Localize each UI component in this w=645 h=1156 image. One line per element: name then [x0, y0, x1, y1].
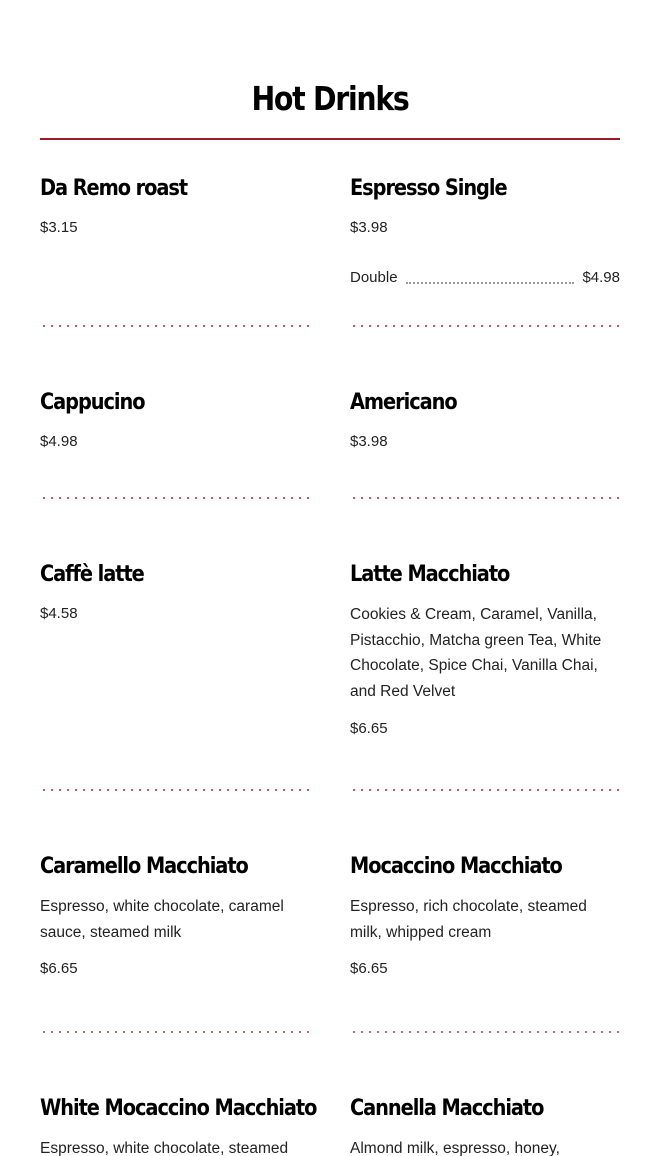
item-price: $3.98 [350, 219, 388, 236]
item-description: Cookies & Cream, Caramel, Vanilla, Pistacchio, Matcha green Tea, White Chocolate, Spice Chai, Vanilla Chai, and Red Velvet [350, 606, 602, 701]
item-price: $3.15 [40, 219, 78, 236]
menu-item-mocaccino-macchiato [350, 852, 620, 979]
item-price: $6.65 [350, 960, 388, 978]
item-description: Espresso, white chocolate, caramel sauce, steamed milk [40, 898, 284, 941]
item-price: $3.98 [350, 433, 388, 450]
item-divider [40, 1031, 310, 1033]
menu-item-espresso-single [350, 174, 620, 238]
item-name: White Mocaccino Macchiato [40, 1096, 317, 1121]
item-divider [40, 789, 310, 791]
item-price: $4.98 [40, 433, 78, 450]
item-name: Cappucino [40, 390, 145, 415]
item-price: $6.65 [40, 960, 78, 978]
variant-price: $4.98 [582, 269, 620, 286]
item-divider [40, 325, 310, 327]
item-divider [350, 789, 620, 791]
menu-item-white-mocaccino-macchiato [40, 1094, 317, 1156]
menu-item-caramello-macchiato [40, 852, 310, 979]
variant-label: Double [350, 269, 398, 286]
page-title: Hot Drinks [251, 79, 409, 118]
item-name: Caffè latte [40, 562, 144, 587]
item-description: Almond milk, espresso, honey, [350, 1140, 560, 1156]
item-name: Espresso Single [350, 176, 507, 201]
item-divider [350, 1031, 620, 1033]
menu-item-cappucino [40, 388, 310, 452]
item-name: Americano [350, 390, 457, 415]
item-price: $4.58 [40, 605, 78, 622]
item-variant-double [350, 268, 620, 288]
menu-item-da-remo-roast [40, 174, 310, 238]
title-divider [40, 138, 620, 140]
leader-dots [406, 282, 575, 284]
menu-item-caffe-latte [40, 560, 310, 624]
menu-item-latte-macchiato [350, 560, 620, 739]
item-description: Espresso, white chocolate, steamed [40, 1140, 289, 1156]
menu-item-americano [350, 388, 620, 452]
item-name: Latte Macchiato [350, 562, 510, 587]
item-name: Cannella Macchiato [350, 1096, 544, 1121]
item-description: Espresso, rich chocolate, steamed milk, whipped cream [350, 898, 587, 941]
item-divider [40, 497, 310, 499]
item-price: $6.65 [350, 719, 388, 737]
item-name: Da Remo roast [40, 176, 188, 201]
item-divider [350, 325, 620, 327]
item-name: Caramello Macchiato [40, 854, 248, 879]
item-name: Mocaccino Macchiato [350, 854, 562, 879]
menu-item-cannella-macchiato [350, 1094, 620, 1156]
item-divider [350, 497, 620, 499]
